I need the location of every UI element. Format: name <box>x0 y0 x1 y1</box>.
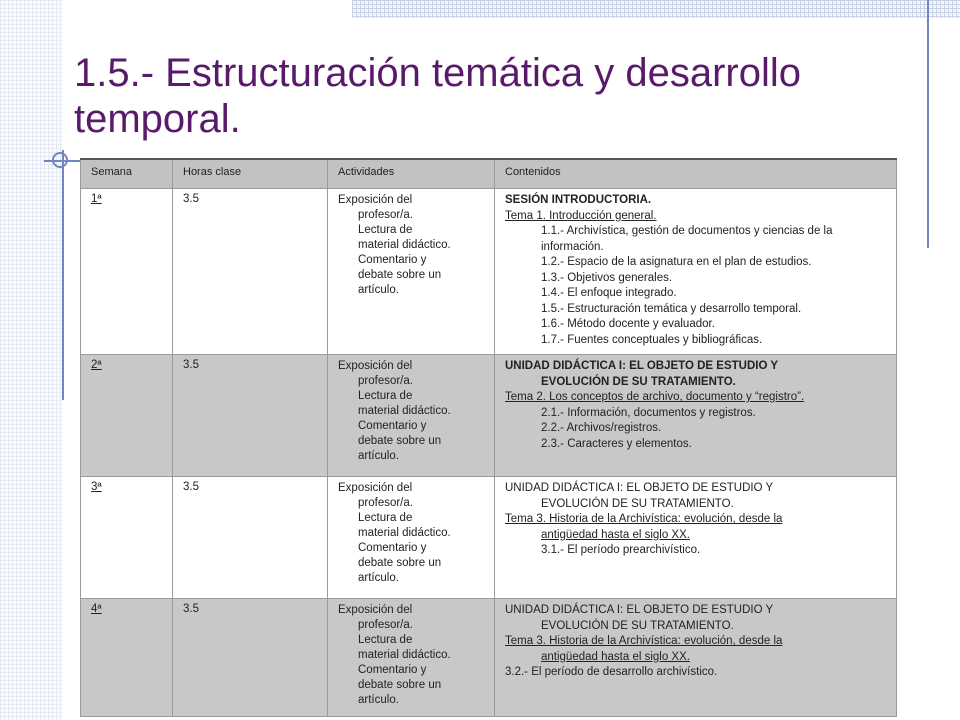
cell-semana <box>81 477 173 599</box>
content-heading: SESIÓN INTRODUCTORIA. <box>505 194 652 206</box>
slide-title: 1.5.- Estructuración temática y desarrollo temporal. <box>74 51 801 141</box>
content-item: información. <box>541 240 604 253</box>
activity-line: debate sobre un <box>358 679 442 691</box>
content-item: 1.4.- El enfoque integrado. <box>541 287 677 299</box>
cell-semana <box>81 355 173 477</box>
table-row <box>81 477 897 599</box>
content-heading-continued: EVOLUCIÓN DE SU TRATAMIENTO. <box>541 375 736 388</box>
tema-title <box>505 634 890 665</box>
tema-title-text: Tema 3. Historia de la Archivística: evolución, desde la <box>505 513 783 525</box>
activity-line: material didáctico. <box>358 405 451 417</box>
content-item: 1.3.- Objetivos generales. <box>541 271 673 284</box>
activity-line: Comentario y <box>358 664 427 676</box>
schedule-table <box>80 158 897 717</box>
activity-line: Lectura de <box>358 512 413 524</box>
content-item: 1.7.- Fuentes conceptuales y bibliográficas. <box>541 333 763 346</box>
cell-actividades <box>328 599 495 717</box>
activity-line: debate sobre un <box>358 435 442 447</box>
activity-line: artículo. <box>358 694 399 706</box>
content-item: 2.3.- Caracteres y elementos. <box>541 437 692 450</box>
cell-contenidos <box>495 189 897 355</box>
cell-contenidos <box>495 355 897 477</box>
activity-line: artículo. <box>358 450 399 462</box>
activity-line: artículo. <box>358 572 399 584</box>
decorative-vertical-line-right <box>927 0 929 248</box>
table-row <box>81 355 897 477</box>
content-item: 1.6.- Método docente y evaluador. <box>541 318 715 330</box>
content-heading-continued: EVOLUCIÓN DE SU TRATAMIENTO. <box>541 619 734 632</box>
cell-horas: 3.5 <box>173 477 328 599</box>
content-heading: UNIDAD DIDÁCTICA I: EL OBJETO DE ESTUDIO Y <box>505 604 774 616</box>
content-heading: UNIDAD DIDÁCTICA I: EL OBJETO DE ESTUDIO Y <box>505 360 779 372</box>
semana-value: 2ª <box>91 359 102 371</box>
content-item: 1.2.- Espacio de la asignatura en el plan de estudios. <box>541 256 812 268</box>
cell-horas: 3.5 <box>173 189 328 355</box>
header-semana: Semana <box>81 159 173 189</box>
activity-line: profesor/a. <box>358 497 413 509</box>
activity-line: artículo. <box>358 284 399 296</box>
tema-title-continued: antigüedad hasta el siglo XX. <box>541 528 690 541</box>
activity-line: Comentario y <box>358 420 427 432</box>
activity-line: Exposición del <box>338 360 413 372</box>
activity-line: debate sobre un <box>358 269 442 281</box>
decorative-circle-icon <box>52 152 68 168</box>
activity-line: Lectura de <box>358 224 413 236</box>
activity-line: Exposición del <box>338 194 413 206</box>
content-item: 3.2.- El período de desarrollo archivístico. <box>505 666 718 678</box>
cell-actividades <box>328 355 495 477</box>
cell-semana <box>81 599 173 717</box>
content-item: 1.5.- Estructuración temática y desarrollo temporal. <box>541 302 802 315</box>
activity-line: Comentario y <box>358 254 427 266</box>
activity-line: debate sobre un <box>358 557 442 569</box>
cell-contenidos <box>495 477 897 599</box>
tema-title <box>505 512 890 543</box>
activity-line: material didáctico. <box>358 239 451 251</box>
semana-value: 4ª <box>91 603 102 615</box>
activity-line: Lectura de <box>358 390 413 402</box>
activity-line: Lectura de <box>358 634 413 646</box>
activity-line: Exposición del <box>338 482 413 494</box>
table-row <box>81 599 897 717</box>
top-grid-decoration <box>352 0 960 18</box>
header-actividades: Actividades <box>328 159 495 189</box>
cell-horas: 3.5 <box>173 355 328 477</box>
tema-title <box>505 209 890 225</box>
activity-line: profesor/a. <box>358 209 413 221</box>
tema-title-text: Tema 1. Introducción general. <box>505 209 657 222</box>
semana-value: 1ª <box>91 193 102 205</box>
left-grid-background <box>0 0 62 720</box>
header-contenidos: Contenidos <box>495 159 897 189</box>
content-item: 1.1.- Archivística, gestión de documentos y ciencias de la <box>541 225 833 237</box>
activity-line: Exposición del <box>338 604 413 616</box>
cell-actividades <box>328 189 495 355</box>
activity-line: profesor/a. <box>358 375 413 387</box>
content-item: 2.1.- Información, documentos y registros. <box>541 406 756 419</box>
tema-title <box>505 390 890 406</box>
cell-actividades <box>328 477 495 599</box>
content-item: 2.2.- Archivos/registros. <box>541 422 662 434</box>
semana-value: 3ª <box>91 481 102 493</box>
content-item: 3.1.- El período prearchivístico. <box>541 544 701 556</box>
tema-title-text: Tema 2. Los conceptos de archivo, documento y “registro”. <box>505 391 805 403</box>
table-header-row <box>81 159 897 189</box>
header-horas: Horas clase <box>173 159 328 189</box>
content-heading: UNIDAD DIDÁCTICA I: EL OBJETO DE ESTUDIO Y <box>505 482 774 494</box>
cell-horas: 3.5 <box>173 599 328 717</box>
activity-line: material didáctico. <box>358 527 451 539</box>
decorative-vertical-line-left <box>62 150 64 400</box>
table-row <box>81 189 897 355</box>
activity-line: profesor/a. <box>358 619 413 631</box>
tema-title-continued: antigüedad hasta el siglo XX. <box>541 650 690 663</box>
cell-semana <box>81 189 173 355</box>
content-heading-continued: EVOLUCIÓN DE SU TRATAMIENTO. <box>541 497 734 510</box>
activity-line: Comentario y <box>358 542 427 554</box>
activity-line: material didáctico. <box>358 649 451 661</box>
tema-title-text: Tema 3. Historia de la Archivística: evolución, desde la <box>505 635 783 647</box>
cell-contenidos <box>495 599 897 717</box>
